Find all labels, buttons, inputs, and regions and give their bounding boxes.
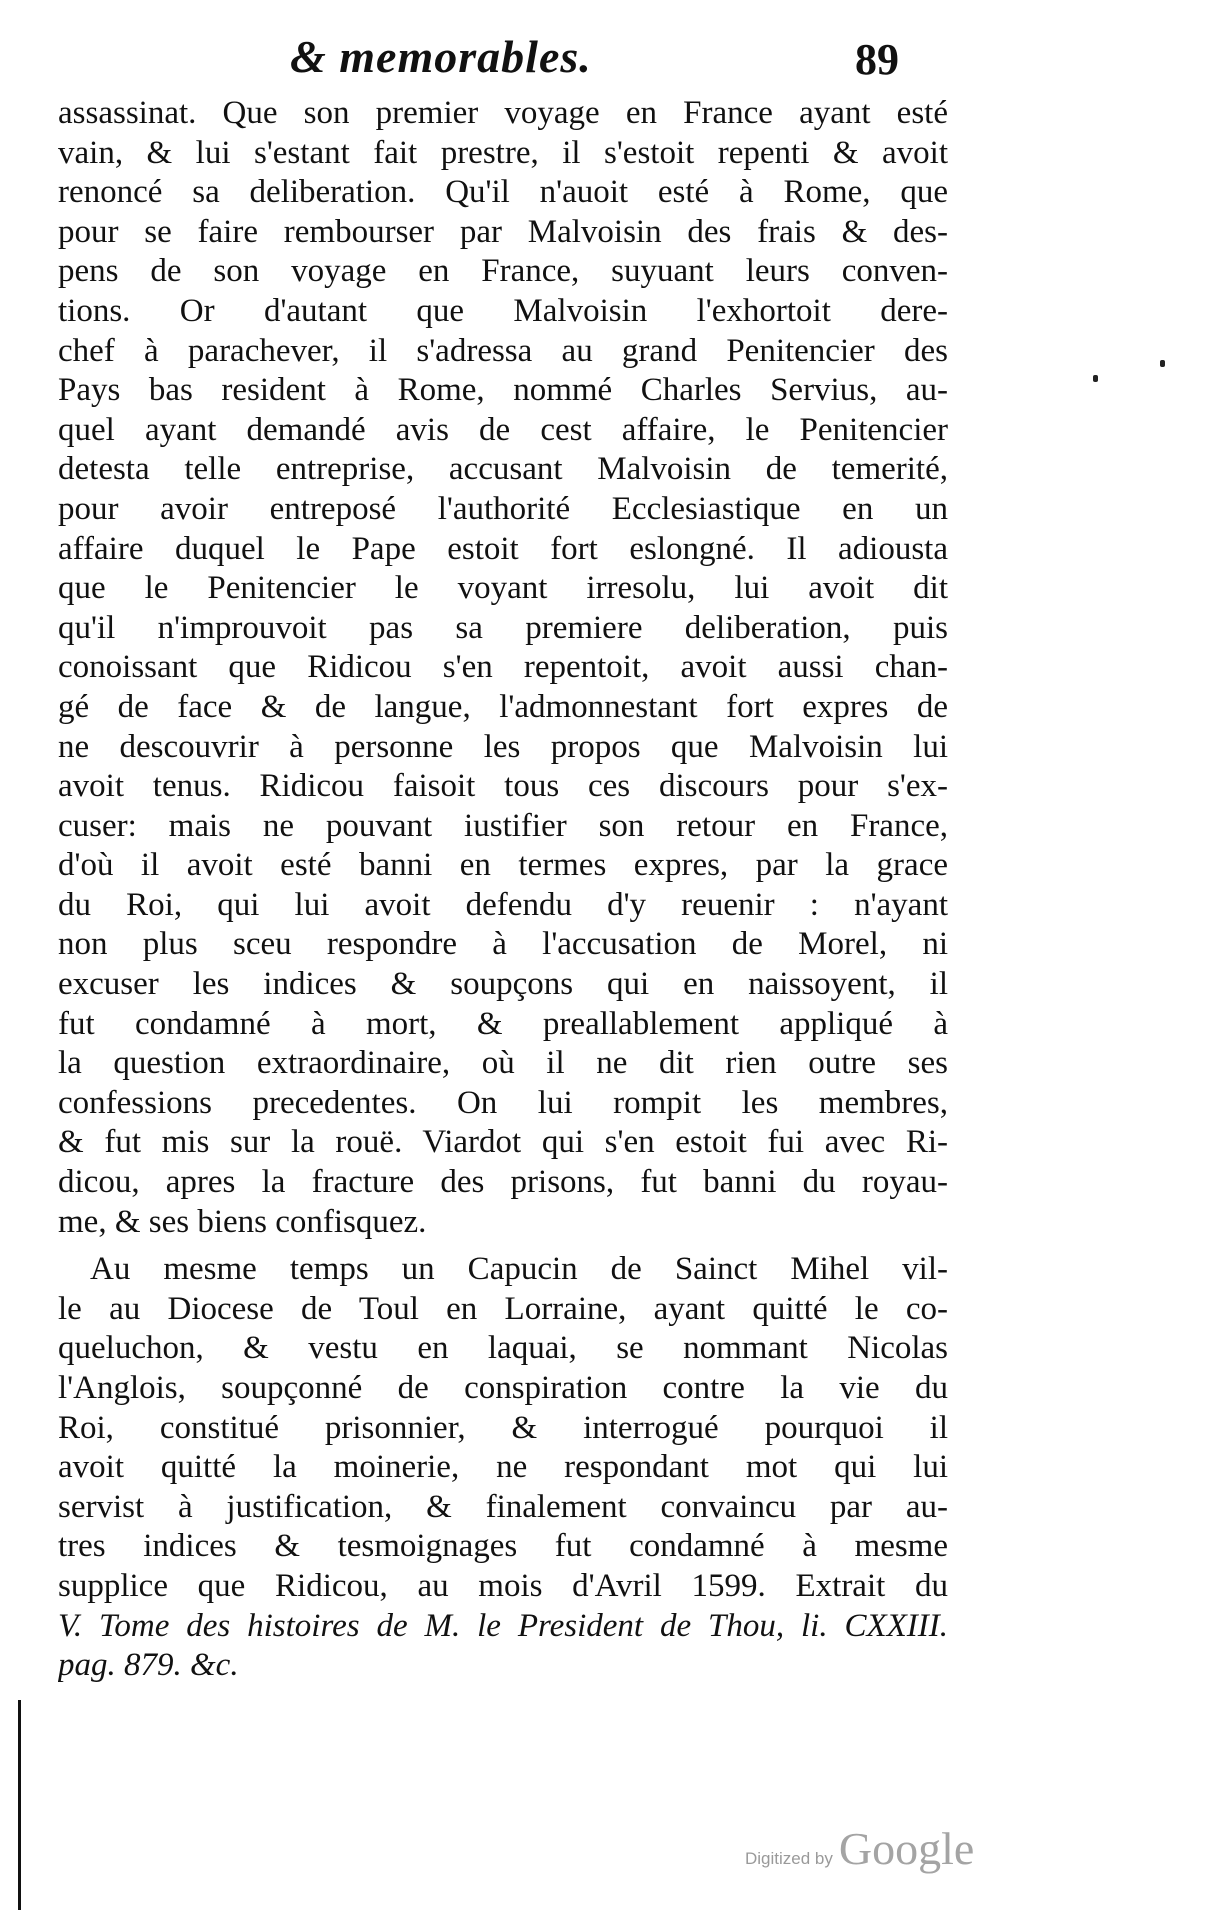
text-line: renoncé sa deliberation. Qu'il n'auoit esté à Rome, que	[58, 174, 948, 211]
text-line: chef à parachever, il s'adressa au grand Penitencier des	[58, 332, 948, 369]
text-line: gé de face & de langue, l'admonnestant fort expres de	[58, 688, 948, 725]
ink-speck	[1160, 360, 1165, 367]
text-line: tions. Or d'autant que Malvoisin l'exhortoit dere-	[58, 292, 948, 329]
text-line: dicou, apres la fracture des prisons, fut banni du royau-	[58, 1164, 948, 1201]
text-line: assassinat. Que son premier voyage en France ayant esté	[58, 95, 948, 131]
ink-speck	[1093, 375, 1098, 382]
paragraph-start-line: Au mesme temps un Capucin de Sainct Mihel vil-	[90, 1251, 948, 1288]
text-line: que le Penitencier le voyant irresolu, lui avoit dit	[58, 570, 948, 607]
google-watermark	[745, 1822, 974, 1875]
running-head: & memorables.	[290, 31, 592, 82]
text-line: d'où il avoit esté banni en termes expres, par la grace	[58, 847, 948, 884]
citation-line: V. Tome des histoires de M. le President de Thou, li. CXXIII.	[58, 1607, 948, 1644]
text-line: Roi, constitué prisonnier, & interrogué pourquoi il	[58, 1409, 948, 1446]
text-line: quel ayant demandé avis de cest affaire, le Penitencier	[58, 411, 948, 448]
text-line: avoit tenus. Ridicou faisoit tous ces discours pour s'ex-	[58, 768, 948, 805]
page-edge-rule	[18, 1700, 21, 1910]
text-line: servist à justification, & finalement convaincu par au-	[58, 1488, 948, 1525]
text-line: l'Anglois, soupçonné de conspiration contre la vie du	[58, 1370, 948, 1406]
text-line: vain, & lui s'estant fait prestre, il s'estoit repenti & avoit	[58, 134, 948, 171]
text-line: du Roi, qui lui avoit defendu d'y reuenir : n'ayant	[58, 886, 948, 923]
text-line: excuser les indices & soupçons qui en naissoyent, il	[58, 966, 948, 1003]
text-line: non plus sceu respondre à l'accusation de Morel, ni	[58, 926, 948, 963]
text-line: me, & ses biens confisquez.	[58, 1203, 427, 1240]
text-line: la question extraordinaire, où il ne dit rien outre ses	[58, 1045, 948, 1082]
text-line: cuser: mais ne pouvant iustifier son retour en France,	[58, 807, 948, 844]
text-line: tres indices & tesmoignages fut condamné à mesme	[58, 1528, 948, 1565]
text-line: qu'il n'improuvoit pas sa premiere deliberation, puis	[58, 609, 948, 646]
text-line: confessions precedentes. On lui rompit les membres,	[58, 1084, 948, 1121]
text-line: avoit quitté la moinerie, ne respondant mot qui lui	[58, 1449, 948, 1486]
text-line: queluchon, & vestu en laquai, se nommant Nicolas	[58, 1330, 948, 1367]
text-line: le au Diocese de Toul en Lorraine, ayant quitté le co-	[58, 1290, 948, 1327]
text-line: & fut mis sur la rouë. Viardot qui s'en estoit fui avec Ri-	[58, 1124, 948, 1161]
google-logo: Google	[838, 1823, 975, 1874]
text-line: Pays bas resident à Rome, nommé Charles Servius, au-	[58, 372, 948, 409]
text-line: affaire duquel le Pape estoit fort eslongné. Il adiousta	[58, 530, 948, 567]
text-line: supplice que Ridicou, au mois d'Avril 1599. Extrait du	[58, 1567, 948, 1604]
digitized-by-label: Digitized by	[745, 1849, 833, 1868]
text-line: pour avoir entreposé l'authorité Ecclesiastique en un	[58, 490, 948, 527]
text-line: conoissant que Ridicou s'en repentoit, avoit aussi chan-	[58, 649, 948, 686]
body-text	[58, 94, 948, 1686]
text-line: pens de son voyage en France, suyuant leurs conven-	[58, 253, 948, 290]
text-line: fut condamné à mort, & preallablement appliqué à	[58, 1005, 948, 1042]
text-line: detesta telle entreprise, accusant Malvoisin de temerité,	[58, 451, 948, 488]
citation-line: pag. 879. &c.	[58, 1647, 239, 1684]
page-number: 89	[855, 35, 899, 84]
text-line: pour se faire rembourser par Malvoisin des frais & des-	[58, 213, 948, 250]
text-line: ne descouvrir à personne les propos que Malvoisin lui	[58, 728, 948, 765]
